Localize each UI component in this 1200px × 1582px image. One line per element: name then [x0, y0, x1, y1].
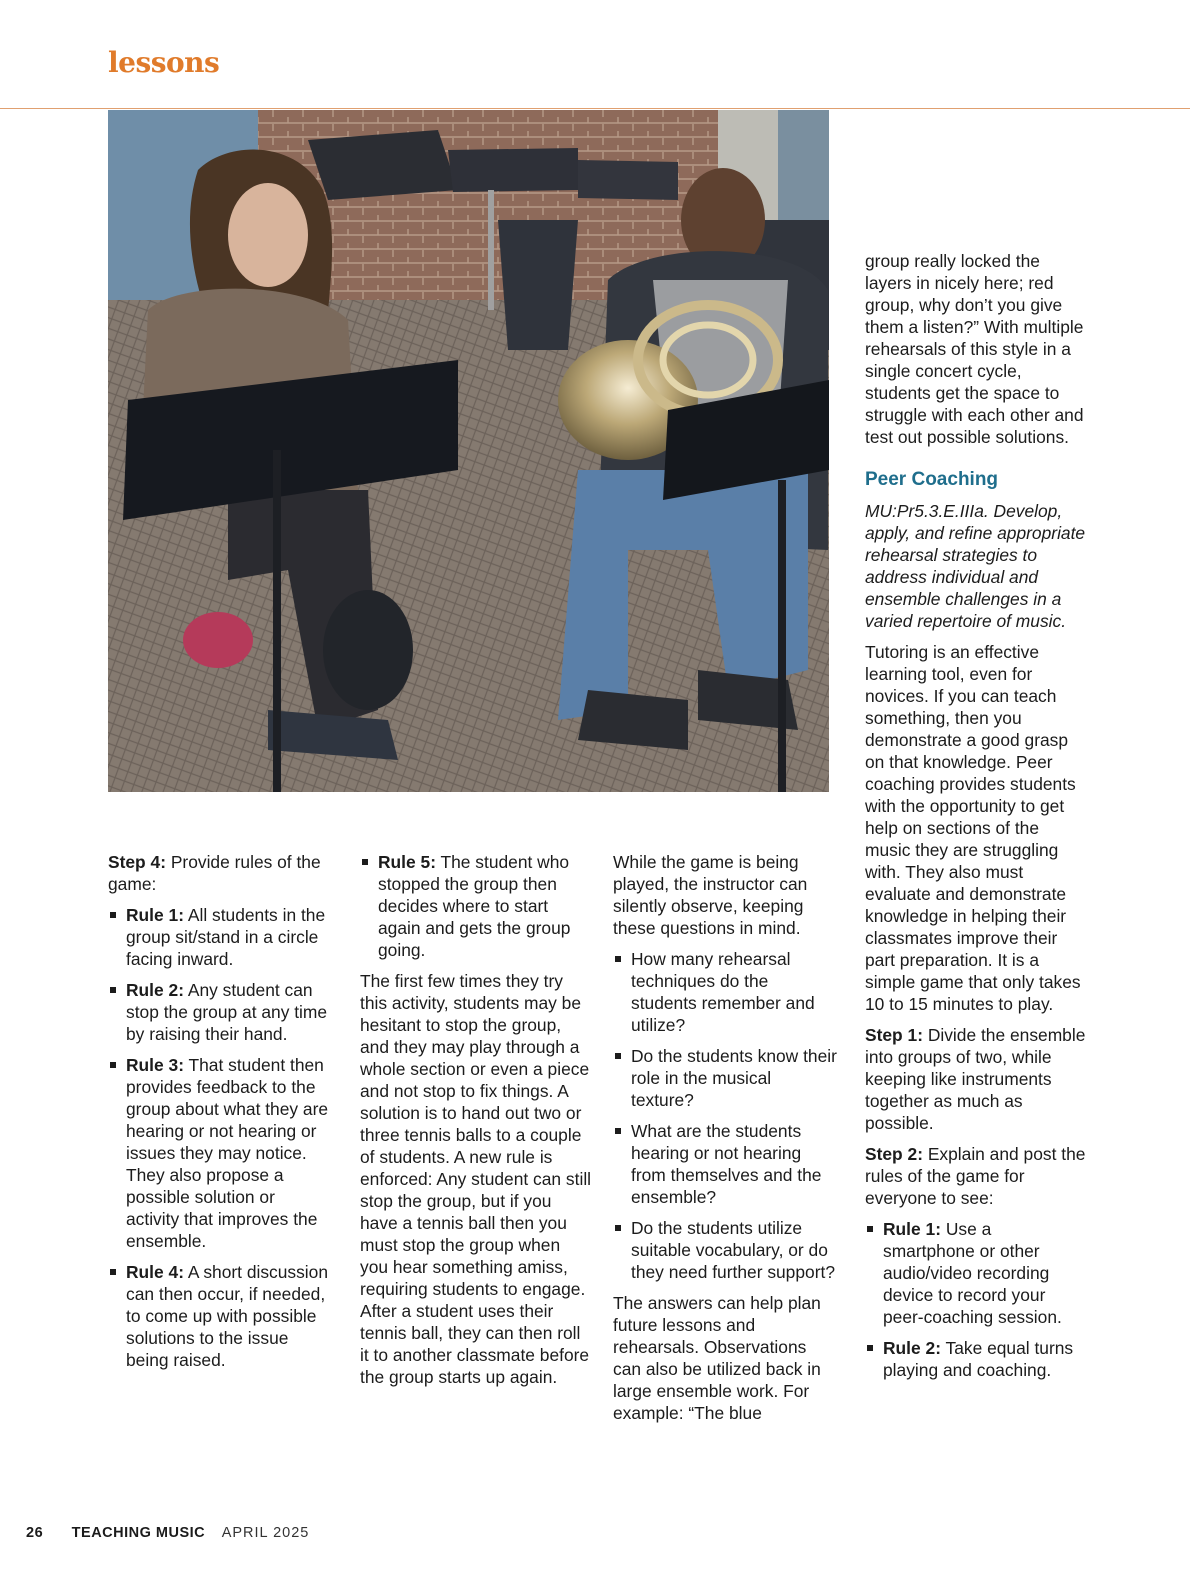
- magazine-title: TEACHING MUSIC: [71, 1525, 206, 1541]
- column-3: [613, 851, 837, 1433]
- column-1: [108, 851, 332, 1380]
- list-item: Do the students utilize suitable vocabulary, or do they need further support?: [613, 1217, 837, 1283]
- step-4-paragraph: Step 4: Provide rules of the game:: [108, 852, 321, 894]
- page-number: 26: [26, 1525, 44, 1541]
- list-item: Rule 2: Any student can stop the group at any time by raising their hand.: [108, 979, 332, 1045]
- column-2: [360, 851, 592, 1397]
- step-1-paragraph: Step 1: Divide the ensemble into groups of two, while keeping like instruments together as much as possible.: [865, 1025, 1086, 1133]
- page-footer: [26, 1525, 309, 1541]
- step-2-paragraph: Step 2: Explain and post the rules of the game for everyone to see:: [865, 1144, 1086, 1208]
- body-paragraph: The answers can help plan future lessons and rehearsals. Observations can also be utilized back in large ensemble work. For example: “The blue: [613, 1293, 821, 1423]
- body-paragraph: group really locked the layers in nicely here; red group, why don’t you give them a listen?” With multiple rehearsals of this style in a single concert cycle, students get the space to struggle with each other and test out possible solutions.: [865, 251, 1084, 447]
- article-photo: [108, 110, 829, 792]
- list-item: Rule 3: That student then provides feedback to the group about what they are hearing or not hearing or issues they may notice. They also propose a possible solution or activity that improves the ensemble.: [108, 1054, 332, 1252]
- issue-date: APRIL 2025: [221, 1525, 310, 1541]
- header-divider: [0, 108, 1190, 109]
- list-item: What are the students hearing or not hearing from themselves and the ensemble?: [613, 1120, 837, 1208]
- column-4: [865, 250, 1087, 1390]
- section-heading: Peer Coaching: [865, 469, 999, 490]
- rules-list: [865, 1218, 1087, 1381]
- rules-list-continued: [360, 851, 592, 961]
- list-item: How many rehearsal techniques do the students remember and utilize?: [613, 948, 837, 1036]
- list-item: Rule 1: Use a smartphone or other audio/video recording device to record your peer-coaching session.: [865, 1218, 1087, 1328]
- body-paragraph: While the game is being played, the instructor can silently observe, keeping these questions in mind.: [613, 852, 808, 938]
- body-paragraph: Tutoring is an effective learning tool, even for novices. If you can teach something, then you demonstrate a good grasp on that knowledge. Peer coaching provides students with the opportunity to get help on sections of the music they are struggling with. They also must evaluate and demonstrate knowledge in helping their classmates improve their part preparation. It is a simple game that only takes 10 to 15 minutes to play.: [865, 642, 1081, 1014]
- rules-list: [108, 904, 332, 1371]
- questions-list: [613, 948, 837, 1283]
- body-paragraph: The first few times they try this activity, students may be hesitant to stop the group, and they may play through a whole section or even a piece and not stop to fix things. A solution is to hand out two or three tennis balls to a couple of students. A new rule is enforced: Any student can still stop the group, but if you have a tennis ball then you must stop the group when you hear something amiss, requiring students to engage. After a student uses their tennis ball, they can then roll it to another classmate before the group starts up again.: [360, 971, 592, 1387]
- list-item: Rule 4: A short discussion can then occur, if needed, to come up with possible solutions to the issue being raised.: [108, 1261, 332, 1371]
- section-tag: lessons: [108, 46, 220, 79]
- list-item: Rule 5: The student who stopped the group then decides where to start again and gets the group going.: [360, 851, 592, 961]
- standard-citation: MU:Pr5.3.E.IIIa. Develop, apply, and refine appropriate rehearsal strategies to address individual and ensemble challenges in a varied repertoire of music.: [865, 501, 1086, 631]
- list-item: Do the students know their role in the musical texture?: [613, 1045, 837, 1111]
- list-item: Rule 1: All students in the group sit/stand in a circle facing inward.: [108, 904, 332, 970]
- list-item: Rule 2: Take equal turns playing and coaching.: [865, 1337, 1087, 1381]
